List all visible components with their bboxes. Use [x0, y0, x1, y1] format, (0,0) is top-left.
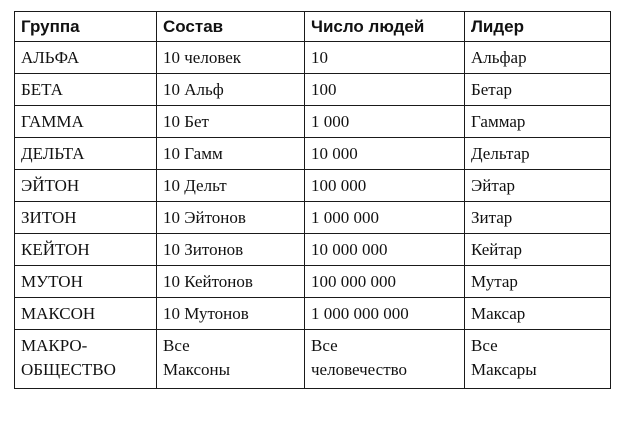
- cell-people-count: 10 000 000: [305, 234, 465, 266]
- cell-people-count: 10 000: [305, 138, 465, 170]
- cell-group: АЛЬФА: [15, 42, 157, 74]
- cell-people-count: [305, 330, 465, 389]
- table-row: [15, 202, 611, 234]
- header-leader: Лидер: [465, 12, 611, 42]
- cell-group: МУТОН: [15, 266, 157, 298]
- cell-line: Все: [163, 336, 190, 355]
- cell-leader: Кейтар: [465, 234, 611, 266]
- cell-line: Максары: [471, 360, 537, 379]
- cell-composition: 10 Дельт: [157, 170, 305, 202]
- groups-table: [14, 11, 611, 389]
- cell-group: ЭЙТОН: [15, 170, 157, 202]
- cell-people-count: 10: [305, 42, 465, 74]
- cell-leader: Бетар: [465, 74, 611, 106]
- table-row-last: [15, 330, 611, 389]
- cell-line: человечество: [311, 360, 408, 379]
- table-row: [15, 298, 611, 330]
- cell-composition: 10 Альф: [157, 74, 305, 106]
- cell-line: Максоны: [163, 360, 231, 379]
- cell-composition: 10 Бет: [157, 106, 305, 138]
- cell-leader: Гаммар: [465, 106, 611, 138]
- table-row: [15, 106, 611, 138]
- table-row: [15, 138, 611, 170]
- header-people-count: Число людей: [305, 12, 465, 42]
- cell-composition: 10 Гамм: [157, 138, 305, 170]
- cell-leader: Дельтар: [465, 138, 611, 170]
- header-group: Группа: [15, 12, 157, 42]
- cell-leader: Альфар: [465, 42, 611, 74]
- cell-composition: [157, 330, 305, 389]
- table-row: [15, 234, 611, 266]
- cell-group: КЕЙТОН: [15, 234, 157, 266]
- cell-line: Все: [471, 336, 498, 355]
- cell-composition: 10 Мутонов: [157, 298, 305, 330]
- table-row: [15, 74, 611, 106]
- cell-group: ДЕЛЬТА: [15, 138, 157, 170]
- cell-line: МАКРО-: [21, 336, 88, 355]
- table-row: [15, 42, 611, 74]
- cell-people-count: 1 000: [305, 106, 465, 138]
- cell-people-count: 1 000 000: [305, 202, 465, 234]
- cell-leader: Эйтар: [465, 170, 611, 202]
- cell-leader: [465, 330, 611, 389]
- cell-composition: 10 Кейтонов: [157, 266, 305, 298]
- table-body: [15, 42, 611, 389]
- cell-composition: 10 Эйтонов: [157, 202, 305, 234]
- cell-group: ГАММА: [15, 106, 157, 138]
- cell-composition: 10 человек: [157, 42, 305, 74]
- table-header-row: [15, 12, 611, 42]
- cell-leader: Зитар: [465, 202, 611, 234]
- cell-people-count: 1 000 000 000: [305, 298, 465, 330]
- cell-line: ОБЩЕСТВО: [21, 360, 116, 379]
- cell-people-count: 100 000 000: [305, 266, 465, 298]
- cell-group: БЕТА: [15, 74, 157, 106]
- cell-people-count: 100 000: [305, 170, 465, 202]
- cell-group: ЗИТОН: [15, 202, 157, 234]
- table-row: [15, 266, 611, 298]
- cell-line: Все: [311, 336, 338, 355]
- cell-leader: Мутар: [465, 266, 611, 298]
- table-row: [15, 170, 611, 202]
- header-composition: Состав: [157, 12, 305, 42]
- cell-people-count: 100: [305, 74, 465, 106]
- cell-group: [15, 330, 157, 389]
- cell-group: МАКСОН: [15, 298, 157, 330]
- cell-leader: Максар: [465, 298, 611, 330]
- cell-composition: 10 Зитонов: [157, 234, 305, 266]
